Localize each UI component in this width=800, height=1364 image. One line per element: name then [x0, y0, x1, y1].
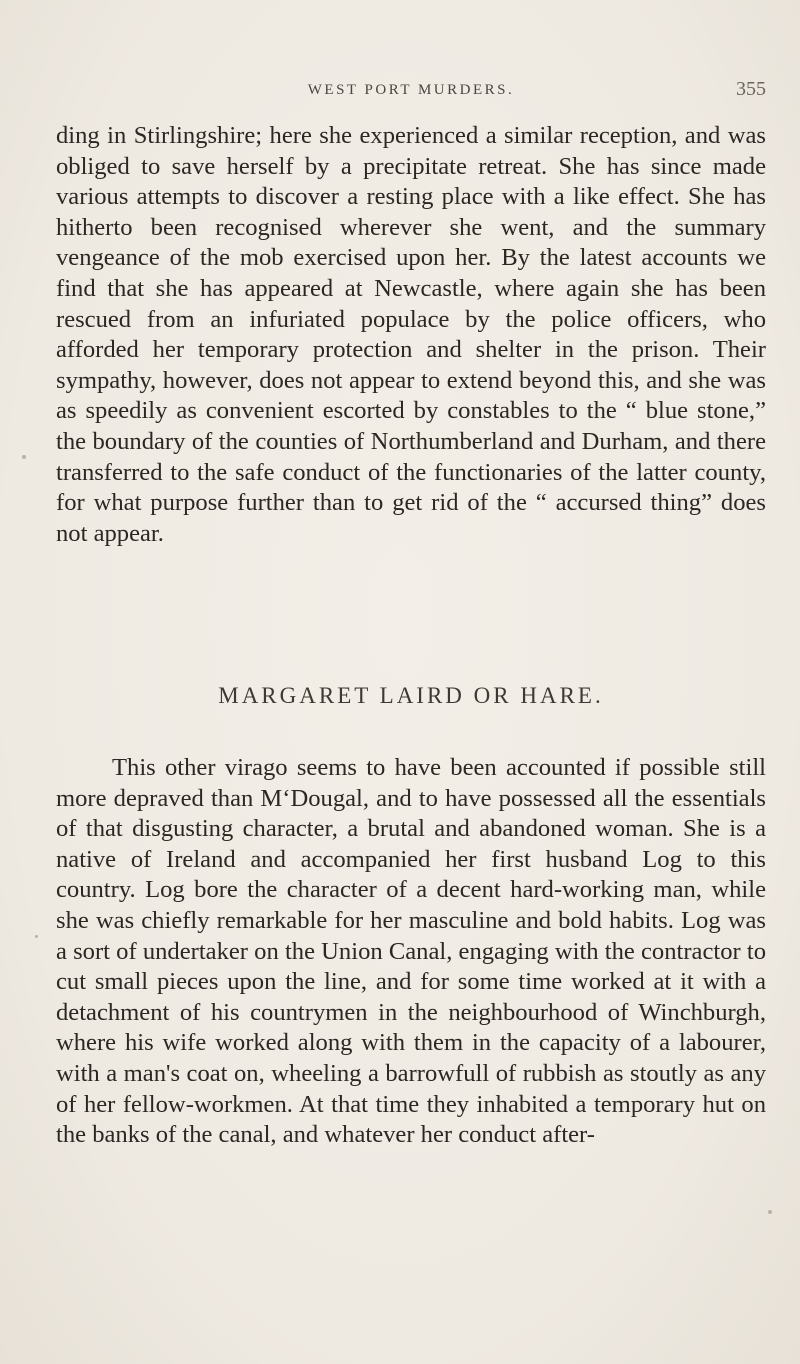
paper-speck	[35, 935, 38, 938]
paragraph-text: ding in Stirlingshire; here she experienced a similar reception, and was obliged to save herself by a precipitate retreat. She has since made various attempts to discover a resting place with a like effect. She has hitherto been recognised wherever she went, and the summary vengeance of the mob exercised upon her. By the latest accounts we find that she has appeared at Newcastle, where again she has been rescued from an infuriated populace by the police officers, who afforded her temporary protection and shelter in the prison. Their sympathy, however, does not appear to extend beyond this, and she was as speedily as convenient escorted by constables to the “ blue stone,” the boundary of the counties of Northumberland and Durham, and there transferred to the safe conduct of the functionaries of the latter county, for what purpose further than to get rid of the “ accursed thing” does not appear.	[56, 122, 766, 547]
page-number: 355	[736, 78, 766, 100]
paper-speck	[768, 1210, 772, 1214]
paper-speck	[22, 455, 26, 459]
running-title: WEST PORT MURDERS.	[307, 82, 515, 98]
paragraph-text: This other virago seems to have been accounted if possible still more depraved than M‘Dougal, and to have possessed all the essentials of that disgusting character, a brutal and abandoned woman. She is a native of Ireland and accompanied her first husband Log to this country. Log bore the character of a decent hard-working man, while she was chiefly remarkable for her masculine and bold habits. Log was a sort of undertaker on the Union Canal, engaging with the contractor to cut small pieces upon the line, and for some time worked at it with a detachment of his countrymen in the neighbourhood of Winchburgh, where his wife worked along with them in the capacity of a labourer, with a man's coat on, wheeling a barrowfull of rubbish as stoutly as any of her fellow-workmen. At that time they inhabited a temporary hut on the banks of the canal, and whatever her conduct after-	[56, 754, 766, 1149]
running-head	[56, 74, 766, 108]
section-heading: MARGARET LAIRD OR HARE.	[218, 683, 604, 708]
body-paragraph-continued	[56, 121, 766, 549]
body-paragraph-section	[56, 753, 766, 1151]
